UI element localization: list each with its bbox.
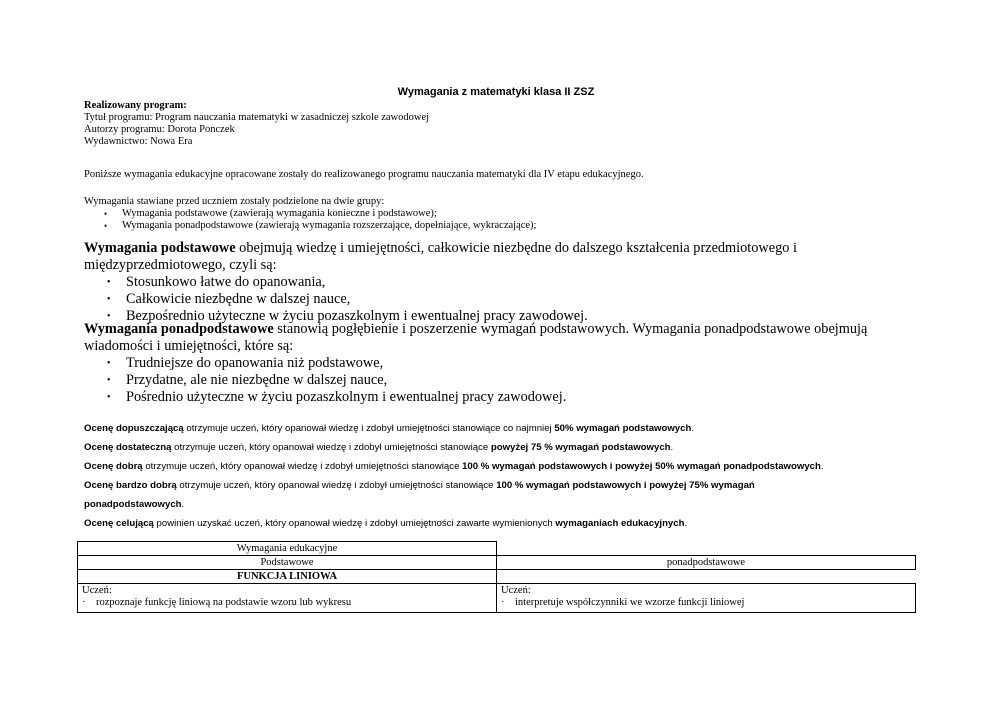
advanced-definition: [84, 321, 964, 338]
table-cell-basic: [77, 583, 497, 613]
basic-section: [84, 240, 944, 325]
grade-threshold: ponadpodstawowych: [84, 499, 182, 510]
table-header-cell: [77, 541, 497, 556]
list-item: • Przydatne, ale nie niezbędne w dalszej nauce,: [84, 372, 964, 389]
grade-threshold: powyżej 75 % wymagań podstawowych: [490, 442, 671, 453]
cell-lead: Uczeń:: [501, 585, 531, 596]
table-header: Wymagania edukacyjne: [236, 543, 338, 554]
basic-term: Wymagania podstawowe: [84, 240, 236, 256]
grade-text: otrzymuje uczeń, który opanował wiedzę i zdobył umiejętności stanowiące: [142, 461, 463, 472]
grade-end: .: [670, 442, 674, 453]
groups-lead: Wymagania stawiane przed uczniem zostały podzielone na dwie grupy:: [84, 196, 385, 207]
list-item: • Całkowicie niezbędne w dalszej nauce,: [84, 291, 944, 308]
section-title: FUNKCJA LINIOWA: [236, 571, 338, 582]
program-publisher-line: Wydawnictwo: Nowa Era: [84, 136, 193, 147]
basic-text: obejmują wiedzę i umiejętności, całkowicie niezbędne do dalszego kształcenia przedmiotowego i: [235, 240, 797, 256]
list-item: • Wymagania podstawowe (zawierają wymagania konieczne i podstawowe);: [84, 208, 844, 220]
advanced-list: [84, 355, 964, 406]
grade-line: [84, 461, 964, 480]
grade-text: otrzymuje uczeń, który opanował wiedzę i zdobył umiejętności stanowiące: [176, 480, 497, 491]
table-col-advanced: [496, 555, 916, 570]
grade-line: [84, 480, 964, 499]
grade-name: Ocenę celującą: [84, 518, 154, 529]
grade-threshold: 100 % wymagań podstawowych i powyżej 75% wymagań: [496, 480, 755, 491]
grade-text: otrzymuje uczeń, który opanował wiedzę i zdobył umiejętności stanowiące: [171, 442, 491, 453]
list-item: • Wymagania ponadpodstawowe (zawierają wymagania rozszerzające, dopełniające, wykraczające);: [84, 220, 844, 232]
cell-item: rozpoznaje funkcję liniową na podstawie wzoru lub wykresu: [96, 597, 352, 608]
groups-section: [84, 196, 844, 232]
cell-item: interpretuje współczynniki we wzorze funkcji liniowej: [515, 597, 745, 608]
advanced-term: Wymagania ponadpodstawowe: [84, 321, 274, 337]
grade-end: .: [181, 499, 185, 510]
advanced-text-cont: wiadomości i umiejętności, które są:: [84, 338, 294, 354]
program-heading: Realizowany program:: [84, 100, 187, 111]
program-info: [84, 100, 429, 148]
list-item: • Trudniejsze do opanowania niż podstawowe,: [84, 355, 964, 372]
grade-text: otrzymuje uczeń, który opanował wiedzę i zdobył umiejętności stanowiące co najmniej: [183, 423, 555, 434]
basic-definition: [84, 240, 944, 257]
col-basic-label: Podstawowe: [260, 557, 314, 568]
list-item: • Bezpośrednio użyteczne w życiu pozaszkolnym i ewentualnej pracy zawodowej.: [84, 308, 944, 325]
table-cell-advanced: [496, 583, 916, 613]
grade-threshold: 100 % wymagań podstawowych i powyżej 50% wymagań ponadpodstawowych: [462, 461, 821, 472]
groups-list: [84, 208, 844, 232]
list-item: • Pośrednio użyteczne w życiu pozaszkolnym i ewentualnej pracy zawodowej.: [84, 389, 964, 406]
grade-line: [84, 442, 964, 461]
grade-line: [84, 518, 964, 537]
advanced-text: stanowią pogłębienie i poszerzenie wymagań podstawowych. Wymagania ponadpodstawowe obejmują: [273, 321, 868, 337]
list-item: • Stosunkowo łatwe do opanowania,: [84, 274, 944, 291]
grade-name: Ocenę dobrą: [84, 461, 143, 472]
intro-text: Poniższe wymagania edukacyjne opracowane zostały do realizowanego programu nauczania matematyki dla IV etapu edukacyjnego.: [84, 169, 644, 180]
basic-list: [84, 274, 944, 325]
cell-lead: Uczeń:: [82, 585, 112, 596]
grade-threshold: 50% wymagań podstawowych: [554, 423, 692, 434]
col-advanced-label: ponadpodstawowe: [666, 557, 746, 568]
grade-name: Ocenę dopuszczającą: [84, 423, 184, 434]
grade-end: .: [691, 423, 695, 434]
program-title-line: Tytuł programu: Program nauczania matematyki w zasadniczej szkole zawodowej: [84, 112, 430, 123]
grade-end: .: [820, 461, 824, 472]
table-col-basic: [77, 555, 497, 570]
list-item: · interpretuje współczynniki we wzorze funkcji liniowej: [501, 597, 745, 608]
grades-section: [84, 423, 964, 537]
grade-threshold: wymaganiach edukacyjnych: [555, 518, 685, 529]
basic-text-cont: międzyprzedmiotowego, czyli są:: [84, 257, 277, 273]
list-item: · rozpoznaje funkcję liniową na podstawie wzoru lub wykresu: [82, 597, 352, 608]
grade-end: .: [684, 518, 688, 529]
grade-name: Ocenę bardzo dobrą: [84, 480, 177, 491]
page-title: Wymagania z matematyki klasa II ZSZ: [397, 86, 595, 98]
grade-text: powinien uzyskać uczeń, który opanował wiedzę i zdobył umiejętności zawarte wymienionych: [153, 518, 556, 529]
grade-name: Ocenę dostateczną: [84, 442, 172, 453]
grade-line: [84, 423, 964, 442]
advanced-section: [84, 321, 964, 406]
table-section-cell: [77, 569, 497, 584]
grade-line-cont: [84, 499, 964, 518]
program-authors-line: Autorzy programu: Dorota Ponczek: [84, 124, 235, 135]
